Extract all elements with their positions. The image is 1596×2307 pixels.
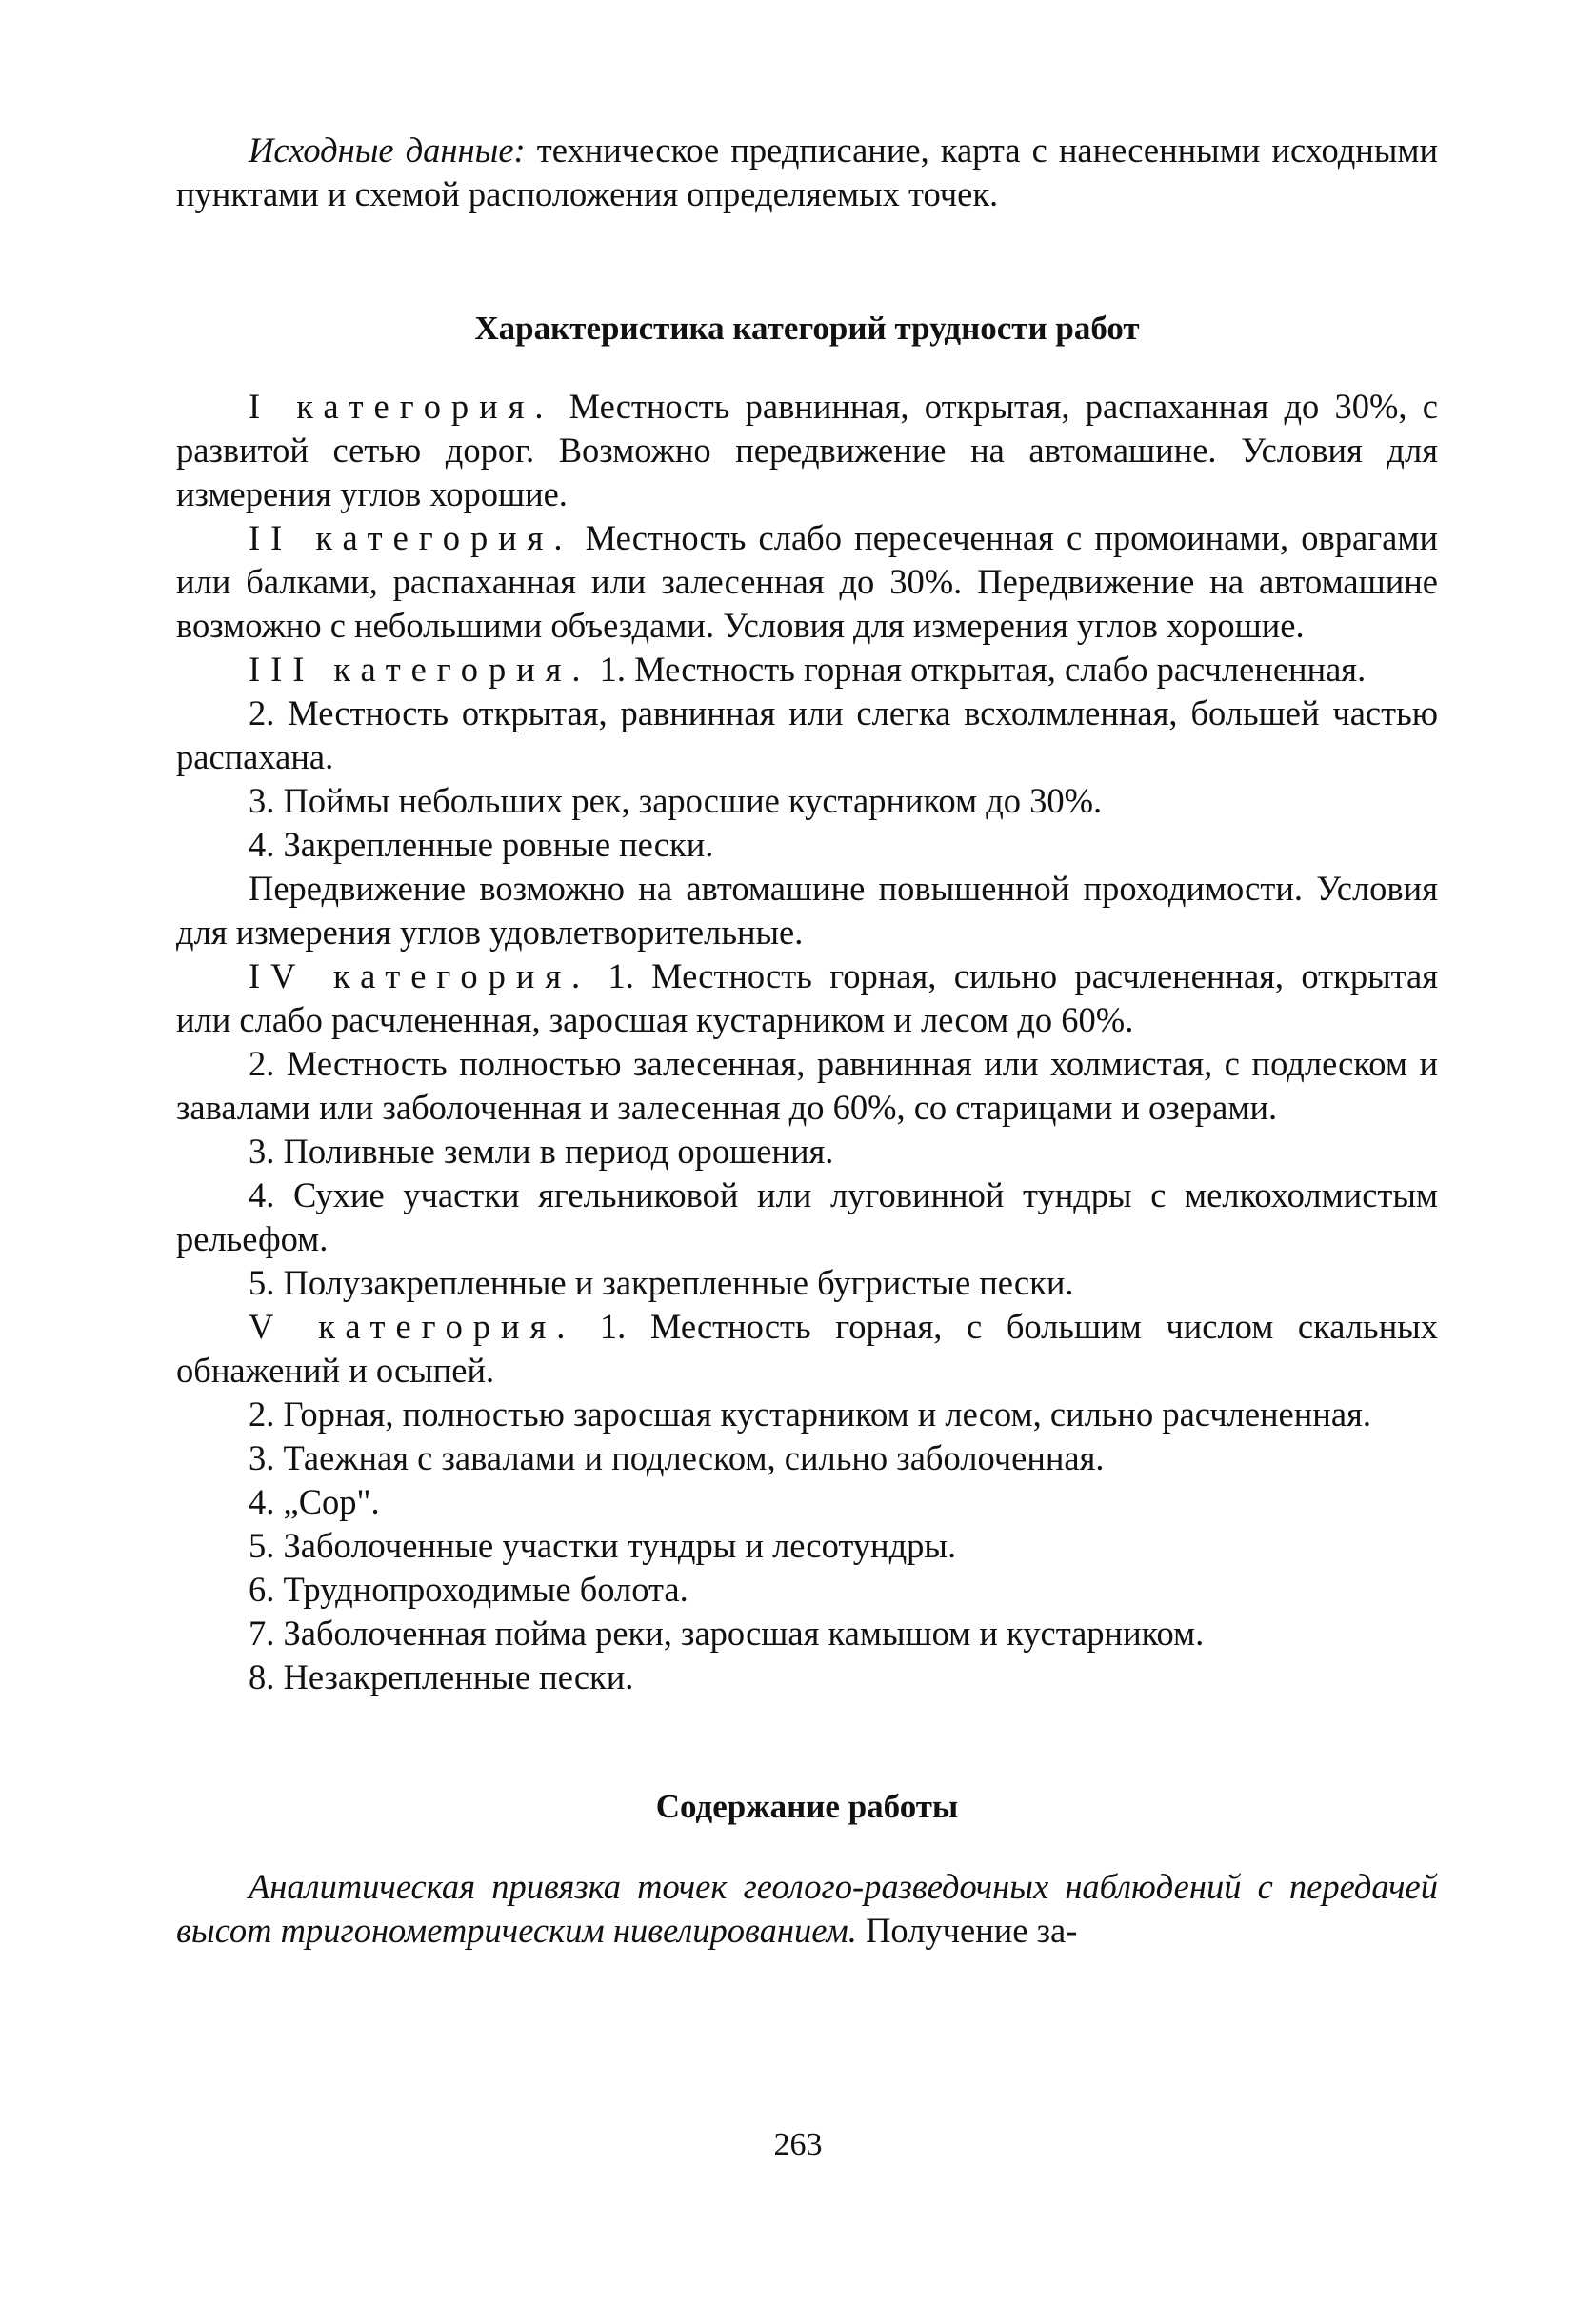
category-5-item: 8. Незакрепленные пески. — [249, 1657, 634, 1696]
category-4-item: 2. Местность полностью залесенная, равнинная или холмистая, с подлеском и завалами или заболоченная и залесенная до 60%, со старицами и озерами. — [176, 1044, 1438, 1127]
category-5-paragraph — [176, 1305, 1438, 1393]
category-1-text: Местность равнинная, открытая, распаханная до 30%, с развитой сетью дорог. Возможно передвижение на автомашине. Условия для измерения углов хорошие. — [176, 387, 1438, 513]
category-4-item: 1. Местность горная, сильно расчлененная, открытая или слабо расчлененная, заросшая кустарником и лесом до 60%. — [176, 956, 1438, 1039]
category-4-item: 3. Поливные земли в период орошения. — [249, 1132, 834, 1171]
intro-text: техническое предписание, карта с нанесенными исходными пунктами и схемой расположения определяемых точек. — [176, 130, 1438, 213]
section-title-categories: Характеристика категорий трудности работ — [474, 310, 1140, 347]
category-1-paragraph — [176, 385, 1438, 516]
page-body — [176, 129, 1438, 1953]
content-italic-text: Аналитическая привязка точек геолого-разведочных наблюдений с передачей высот тригонометрическим нивелированием. — [176, 1867, 1438, 1950]
category-3-item: 4. Закрепленные ровные пески. — [249, 825, 714, 864]
category-4-item: 5. Полузакрепленные и закрепленные бугристые пески. — [249, 1263, 1074, 1302]
category-4-item: 4. Сухие участки ягельниковой или луговинной тундры с мелкохолмистым рельефом. — [176, 1175, 1438, 1258]
page-number: 263 — [773, 2127, 823, 2162]
content-text: Получение за- — [856, 1911, 1078, 1950]
category-5-item: 4. „Сор". — [249, 1482, 380, 1521]
category-5-item: 3. Таежная с завалами и подлеском, сильно заболоченная. — [249, 1438, 1105, 1477]
content-paragraph — [176, 1865, 1438, 1953]
intro-paragraph — [176, 129, 1438, 216]
category-5-item: 7. Заболоченная пойма реки, заросшая камышом и кустарником. — [249, 1614, 1205, 1653]
category-5-item: 6. Труднопроходимые болота. — [249, 1570, 688, 1609]
category-1-lead: I категория. — [249, 387, 554, 426]
section-title-content: Содержание работы — [655, 1788, 959, 1825]
category-2-text: Местность слабо пересеченная с промоинами, оврагами или балками, распаханная или залесенная до 30%. Передвижение на автомашине возможно с небольшими объездами. Условия для измерения углов хорошие. — [176, 518, 1438, 645]
category-2-lead: II категория. — [249, 518, 573, 557]
category-3-lead: III категория. — [249, 650, 591, 689]
category-3-paragraph — [176, 648, 1438, 692]
category-2-paragraph — [176, 516, 1438, 648]
category-4-lead: IV категория. — [249, 956, 591, 995]
category-3-item: 2. Местность открытая, равнинная или слегка всхолмленная, большей частью распахана. — [176, 693, 1438, 776]
category-5-lead: V категория. — [249, 1307, 576, 1346]
category-4-paragraph — [176, 954, 1438, 1042]
category-5-item: 5. Заболоченные участки тундры и лесотундры. — [249, 1526, 957, 1565]
category-3-note: Передвижение возможно на автомашине повышенной проходимости. Условия для измерения углов удовлетворительные. — [176, 869, 1438, 952]
category-3-item: 3. Поймы небольших рек, заросшие кустарником до 30%. — [249, 781, 1103, 820]
category-5-item: 1. Местность горная, с большим числом скальных обнажений и осыпей. — [176, 1307, 1438, 1390]
intro-label: Исходные данные: — [249, 130, 526, 170]
category-5-item: 2. Горная, полностью заросшая кустарником и лесом, сильно расчлененная. — [249, 1394, 1371, 1434]
category-3-item: 1. Местность горная открытая, слабо расчлененная. — [590, 650, 1367, 689]
